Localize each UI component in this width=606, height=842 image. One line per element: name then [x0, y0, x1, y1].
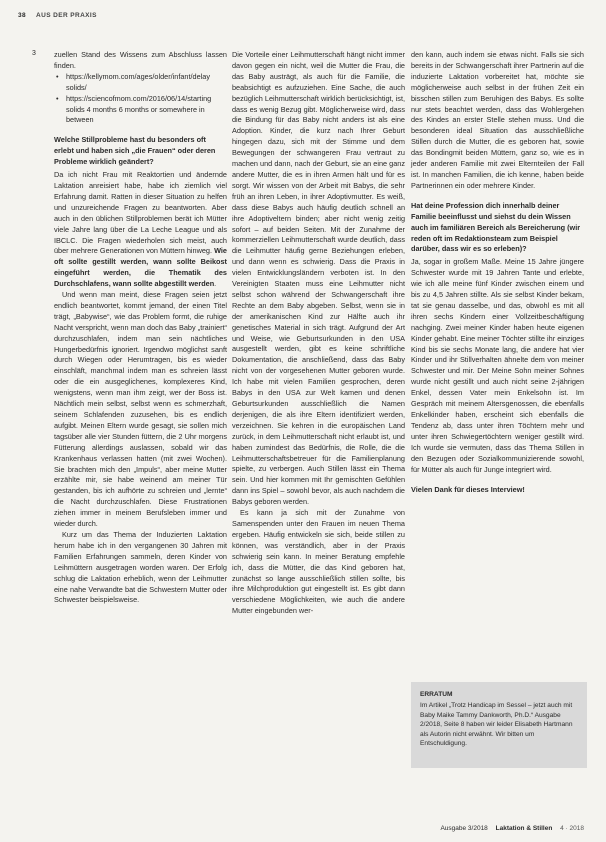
column-2-paragraph-2: Es kann ja sich mit der Zunahme von Samenspenden unter den Frauen im neuen Thema ergeben. Häufig entwickeln sie sich, beide stillen zu können, was verständlich, aber in der Praxis schwierig sein kann. In meiner Beratung empfehle ich, dass die Mütter, die das Kind geboren hat, zunächst so lange ausschließlich stillen sollte, bis ihre Milchproduktion gut eingestellt ist. Es gibt dann verschiedene Möglichkeiten, wie auch die andere Mutter eingebunden wer-	[232, 508, 405, 616]
column-1	[54, 50, 227, 606]
footer-issue: 4 · 2018	[560, 825, 584, 832]
margin-number: 3	[32, 50, 36, 57]
question-1: Welche Stillprobleme hast du besonders oft erlebt und haben sich „die Frauen“ oder deren Probleme wirklich geändert?	[54, 135, 216, 167]
erratum-box	[411, 682, 587, 768]
reference-link-2[interactable]: • https://sciencofmom.com/2016/06/14/starting solids 4 months 6 months or somewhere in between	[62, 94, 227, 127]
intro-text: zuellen Stand des Wissens zum Abschluss lassen finden.	[54, 50, 227, 70]
closing-thanks: Vielen Dank für dieses Interview!	[411, 485, 525, 495]
answer-1-paragraph: Da ich nicht Frau mit Reaktortien und ändernde Laktation anreisiert habe, habe ich ziemlich viel Erfahrung damit. Ratten in dieser Situation zu helfen und unzureichende Fragen zu beantworten. Aber auch in den üblichen Stillproblemen berät ich Mütter viele Jahre lang über die La Leche League und als IBCLC. Die Fragen wiederholen sich meist, auch über mehrere Generationen von Müttern hinweg. Wie oft sollte gestillt werden, wann sollte Beikost eingeführt werden, die Thematik des Durchschlafens, wann sollte abgestillt werden.	[54, 170, 227, 289]
column-2	[232, 50, 405, 617]
page-number: 38	[18, 12, 27, 19]
answer-1-text: Da ich nicht Frau mit Reaktortien und ändernde Laktation anreisiert habe, habe ich ziemlich viel Erfahrung damit. Ratten in dieser Situation zu helfen und unzureichende Fragen zu beantworten. Aber auch in den üblichen Stillproblemen berät ich Mütter viele Jahre lang über die La Leche League und als IBCLC. Die Fragen wiederholen sich meist, auch über mehrere Generationen von Müttern hinweg.	[54, 170, 227, 256]
erratum-heading: ERRATUM	[420, 691, 453, 698]
answer-1-paragraph-3: Kurz um das Thema der Induzierten Laktation herum habe ich in den vergangenen 30 Jahren mit Familien Erfahrungen sammeln, deren Kinder von Leihmüttern ausgetragen worden waren. Der Erfolg schlug die Laktation erheblich, wenn der Leihmutter eine nahe Verwandte bat die Schwestern Mutter oder Schwester beispielsweise.	[54, 529, 227, 605]
erratum-text: Im Artikel „Trotz Handicap im Sessel – jetzt auch mit Baby Maike Tammy Dankworth, Ph.D.“ Ausgabe 2/2018, Seite 8 haben wir leider Elisabeth Hartmann als Autorin nicht erwähnt. Wir bitten um Entschuldigung.	[420, 702, 573, 748]
answer-2-paragraph: Ja, sogar in großem Maße. Meine 15 Jahre jüngere Schwester wurde mit 19 Jahren Tante und erlebte, wie ich alle meine fünf Kinder zwischen einem und bis zu 4,5 Jahren stillte. Als sie selbst Kinder bekam, tat sie genau dasselbe, und das, obwohl es mit all ihren sechs Kindern einer Vollzeitbeschäftigung nachging. Zwei meiner Kinder haben heute eigenen Kinder gehabt. Eine meiner Töchter stillte ihr einziges Kind bis sie sechs Monate lang, die andere hat vier Kinder und ihr Stillverhalten ähnelte dem von meiner Schwester und mir. Der Meine Sohn meiner Sohnes wurde nicht gestillt und auch nicht seine 2-jährigen Enkel, dessen Vater mein Enkelsohn ist. Im Gespräch mit meinem Altersgenossen, die ebenfalls Enkelkinder haben, erscheint sich ebenfalls die Tendenz ab, dass unter ihren Töchtern mehr und unter ihren Schwiegertöchtern weniger gestillt wird. Ich wurde sie vermuten, dass das Thema Stillen in den Bezugen oder Sozialkommunizierende sowohl, für Mütter als auch für Junge integriert wird.	[411, 257, 584, 474]
answer-1-paragraph-2: Und wenn man meint, diese Fragen seien jetzt endlich beantwortet, kommt jemand, der einen Titel trägt, „Babywise“, wie das Problem formt, die ruhige Nacht verspricht, wenn man doch das Baby „trainiert“ durchzuschlafen, indem man sein nächtliches Hungerbedürfnis ignoriert. Irgendwo möglichst sanft durch Wiegen oder Herumtragen, bis es wieder einschläft, manchmal indem man es schreien lässt oder die ein ausgeglichenes, komplexeres Kind, wenigstens, wenn man ihm zeigt, wer der Boss ist. Nächtlich mein selbst, selbst wenn es schmerzhaft, seinem Schlafenden zuzusehen, bis es endlich aufgibt. Meinen Eltern wurde gesagt, sie sollen mich tagsüber alle vier Stunden füttern, die 2 Uhr morgens Fütterung allerdings auslassen, sobald wir das Krankenhaus verlassen hatten (mit zwei Wochen). Sie brachten mich den „Impuls“, aber meine Mutter erzählte mir, sie habe weinend am meiner Tür gestanden, bis ich aufhörte zu schreien und „lernte“ die Nacht durchzuschlafen. Diese Frustrationen ziehen immer in meinem Berufsleben immer und wieder durch.	[54, 290, 227, 529]
footer-brand: Laktation & Stillen	[495, 825, 553, 832]
reference-link-1[interactable]: • https://kellymom.com/ages/older/infant/delay solids/	[62, 72, 227, 94]
section-title: AUS DER PRAXIS	[36, 12, 97, 19]
column-3-paragraph-1: den kann, auch indem sie etwas nicht. Falls sie sich bereits in der Schwangerschaft ihrer Partnerin auf die induzierte Laktation vorbereitet hat, möchte sie möglicherweise auch selbst in der frühen Zeit ein bisschen stillen zum Beruhigen des Babys. Es sollte nur stets beachtet werden, dass das Wohlergehen des Kindes an erster Stelle stehen muss. Und die besonderen ideal Situation das ausschließliche Stillen durch die Mutter, die es geboren hat, sowie das Bondingmit beiden Müttern, ganz so, wie es in jeder anderen Familie mit zwei Elternteilen der Fall ist. In manchen Familien, die ich kenne, haben beide Partnerinnen ein oder mehrere Kinder.	[411, 50, 584, 190]
footer-date: Ausgabe 3/2018	[440, 825, 488, 832]
question-2: Hat deine Profession dich innerhalb deiner Familie beeinflusst und siehst du dein Wissen auch im familiären Bereich als Bereicherung (wir reden oft im Redaktionsteam zum Beispiel darüber, dass wir es so erleben)?	[411, 200, 581, 254]
answer-1-bold: Wie oft sollte gestillt werden, wann sollte Beikost eingeführt werden, die Thematik des Durchschlafens, wann sollte abgestillt werden	[54, 246, 227, 289]
page-header	[18, 12, 588, 19]
column-3	[411, 50, 584, 496]
reference-list	[54, 72, 227, 127]
column-2-paragraph-1: Die Vorteile einer Leihmutterschaft hängt nicht immer davon gegen ein nicht, weil die Mutter die Frau, die das Baby austrägt, als auch für die Familie, die beabsichtigt es aufzuziehen. Eine Sache, die auch bezüglich Leihmutterschaft wirklich berücksichtigt, ist, dass es wenig Bezug gibt. Möglicherweise wird, dass die Bindung für das Baby nicht anders ist als eine Adoption. Kinder, die kurz nach Ihrer Geburt hingegen dazu, sich mit der Stimme und dem Bewegungen der schwangeren Frau vertraut zu machen und dann, nach der Geburt, sie an eine ganz andere Mutter, die es in ihren Armen hält und für es sorgt. Wir wissen von der Arbeit mit Babys, die sehr früh an ihren Leben, in ihrer Adoptivmutter. Es weiß, dass diese Babys auch häufig deutlich schnell an ihre Adoptiveltern binden; aber nicht wenig zeitig sofort – auf beiden Seiten. Mit der Zunahme der kommerziellen Leihmutterschaft wurde deutlich, dass die Leihmutter häufig gerne Beziehungen erleben, und dann wenn es schwierig. Dass die Praxis in vielen Entwicklungsländern verboten ist. In den Vereinigten Staaten muss eine Leihmutter nicht selbst schon während der Schwangerschaft ihre Rechte an dem Baby abgeben. Selbst, wenn sie in der amerikanischen Kind zur Hälfte auch ihr genetisches Material in sich trägt. Aufgrund der Art und Weise, wie Geburtsurkunden in den USA ausgestellt werden, gibt es keine schriftliche Dokumentation, die anschließend, dass das Baby nicht von der vorgesehenen Mutter geboren wurde. Ich habe mit vielen Familien gesprochen, deren Babys in den USA zur Welt kamen und denen Geburtsurkunden ausschließlich die Namen derjenigen, die als ihre Eltern identifiziert werden, verzeichnen. Sie kehren in die europäischen Land zurück, in dem Leihmutterschaft nicht erlaubt ist, und haben zumindest das Bedürfnis, die Rolle, die die Leihmutterschaftsbetreuer für die Familienplanung spielte, zu verbergen. Auch Stillen lässt ein Thema sein. Und hier kommen mit Ihr gemischten Gefühlen dann ins Spiel – sowohl bevor, als auch nachdem die Babys geboren werden.	[232, 50, 405, 507]
page-footer	[440, 825, 584, 832]
